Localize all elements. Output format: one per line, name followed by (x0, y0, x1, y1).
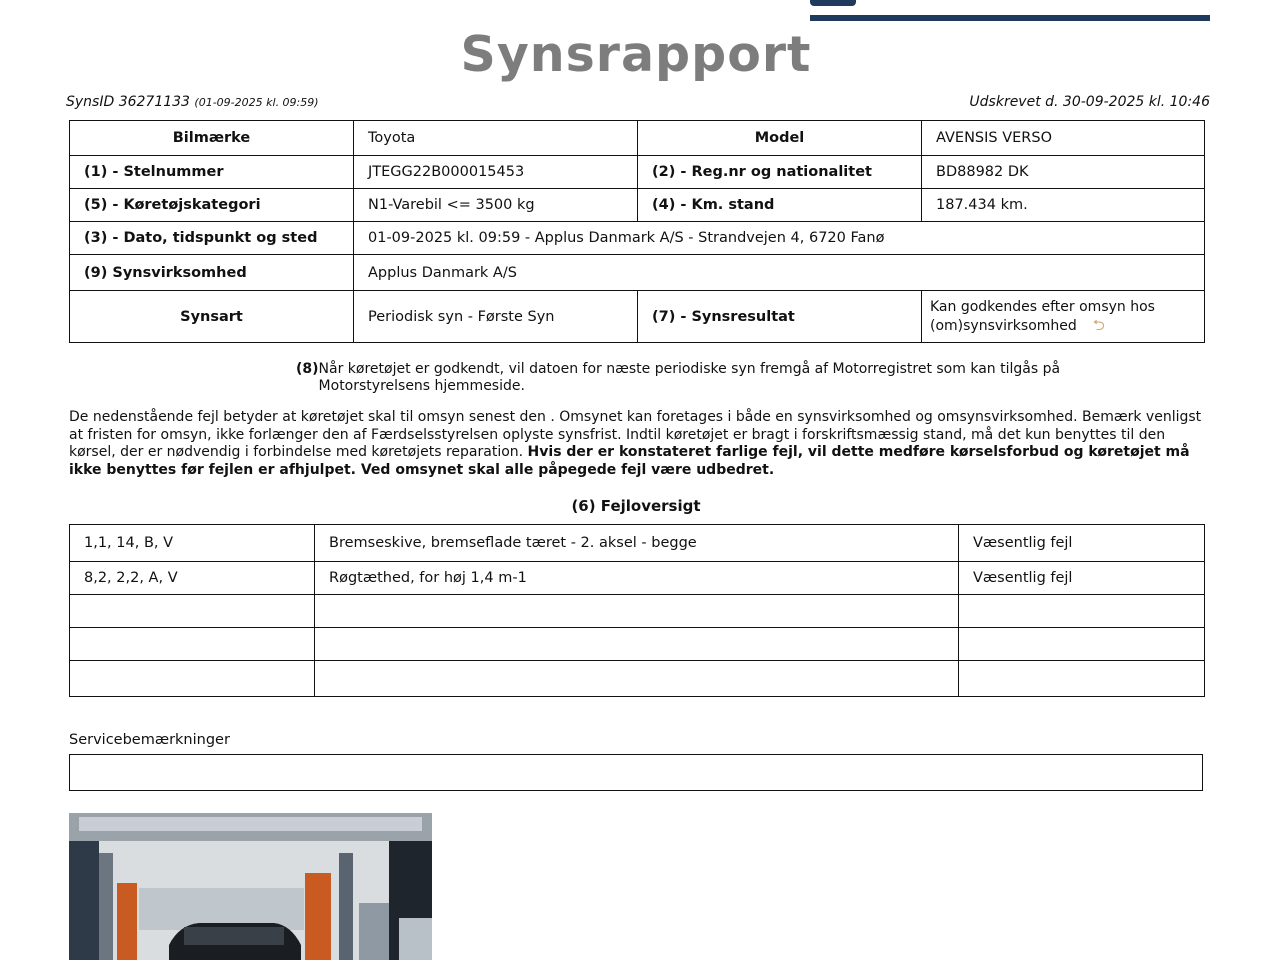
warning-text: De nedenstående fejl betyder at køretøjet skal til omsyn senest den . Omsynet kan foretages i både en synsvirksomhed og omsynsvirksomhed. Bemærk venligst at fristen for omsyn, ikke forlænger den af Færdselsstyrelsen oplyste synsfrist. Indtil køretøjet er bragt i forskriftsmæssig stand, må det kun benyttes til den kørsel, der er nødvendig i forbindelse med køretøjets reparation. (69, 409, 1202, 460)
fejloversigt-title: (6) Fejloversigt (571, 497, 701, 515)
fejl-severity: Væsentlig fejl (959, 525, 1205, 562)
fejl-description (315, 628, 959, 661)
km-label: (4) - Km. stand (638, 189, 922, 222)
fejl-severity (959, 628, 1205, 661)
undo-arrow-icon: ⮌ (1092, 316, 1105, 334)
synsid-time: (01-09-2025 kl. 09:59) (194, 96, 319, 109)
fejl-severity: Væsentlig fejl (959, 562, 1205, 595)
dato-label: (3) - Dato, tidspunkt og sted (70, 222, 354, 255)
fejl-description (315, 661, 959, 697)
fejl-table (69, 524, 1205, 697)
regnr-label: (2) - Reg.nr og nationalitet (638, 156, 922, 189)
fejl-code: 1,1, 14, B, V (70, 525, 315, 562)
warning-bold-text: Hvis der er konstateret farlige fejl, vil dette medføre kørselsforbud og køretøjet må ikke benyttes før fejlen er afhjulpet. Ved omsynet skal alle påpegede fejl være udbedret. (69, 444, 1190, 478)
table-row (70, 222, 1205, 255)
synsid (66, 94, 319, 110)
fejl-severity (959, 595, 1205, 628)
bilmaerke-label: Bilmærke (70, 121, 354, 156)
bilmaerke-value: Toyota (354, 121, 638, 156)
fejl-code: 8,2, 2,2, A, V (70, 562, 315, 595)
fejl-description (315, 595, 959, 628)
fejl-code (70, 661, 315, 697)
resultat-label: (7) - Synsresultat (638, 291, 922, 343)
synsart-label: Synsart (70, 291, 354, 343)
synsart-value: Periodisk syn - Første Syn (354, 291, 638, 343)
table-row (70, 628, 1205, 661)
service-label: Servicebemærkninger (69, 732, 230, 748)
reinspection-warning (69, 409, 1209, 479)
virksomhed-value: Applus Danmark A/S (354, 255, 1205, 291)
fejl-severity (959, 661, 1205, 697)
fejl-code (70, 628, 315, 661)
table-row (70, 562, 1205, 595)
page-title: Synsrapport (460, 26, 812, 83)
logo-underline (810, 15, 1210, 21)
table-row (70, 156, 1205, 189)
vehicle-info-table (69, 120, 1205, 343)
km-value: 187.434 km. (922, 189, 1205, 222)
agency-logo (810, 0, 1210, 22)
kategori-label: (5) - Køretøjskategori (70, 189, 354, 222)
table-row (70, 291, 1205, 343)
synsid-label: SynsID 36271133 (66, 94, 190, 110)
logo-emblem (810, 0, 856, 6)
fejl-description: Bremseskive, bremseflade tæret - 2. aksel - begge (315, 525, 959, 562)
kategori-value: N1-Varebil <= 3500 kg (354, 189, 638, 222)
virksomhed-label: (9) Synsvirksomhed (70, 255, 354, 291)
regnr-value: BD88982 DK (922, 156, 1205, 189)
table-row (70, 121, 1205, 156)
note-number: (8) (296, 361, 319, 377)
table-row (70, 525, 1205, 562)
table-row (70, 661, 1205, 697)
resultat-text: Kan godkendes efter omsyn hos (om)synsvirksomhed (930, 299, 1155, 334)
next-inspection-note (296, 361, 1136, 395)
model-value: AVENSIS VERSO (922, 121, 1205, 156)
table-row (70, 595, 1205, 628)
resultat-value (922, 291, 1205, 343)
stelnummer-value: JTEGG22B000015453 (354, 156, 638, 189)
vehicle-photo (69, 813, 432, 960)
model-label: Model (638, 121, 922, 156)
stelnummer-label: (1) - Stelnummer (70, 156, 354, 189)
table-row (70, 255, 1205, 291)
service-remarks-box (69, 754, 1203, 791)
fejl-description: Røgtæthed, for høj 1,4 m-1 (315, 562, 959, 595)
fejl-code (70, 595, 315, 628)
note-text: Når køretøjet er godkendt, vil datoen for næste periodiske syn fremgå af Motorregistret som kan tilgås på Motorstyrelsens hjemmeside. (318, 361, 1061, 394)
dato-value: 01-09-2025 kl. 09:59 - Applus Danmark A/S - Strandvejen 4, 6720 Fanø (354, 222, 1205, 255)
table-row (70, 189, 1205, 222)
printed-date: Udskrevet d. 30-09-2025 kl. 10:46 (969, 94, 1210, 110)
garage-photo-illustration (69, 813, 432, 960)
